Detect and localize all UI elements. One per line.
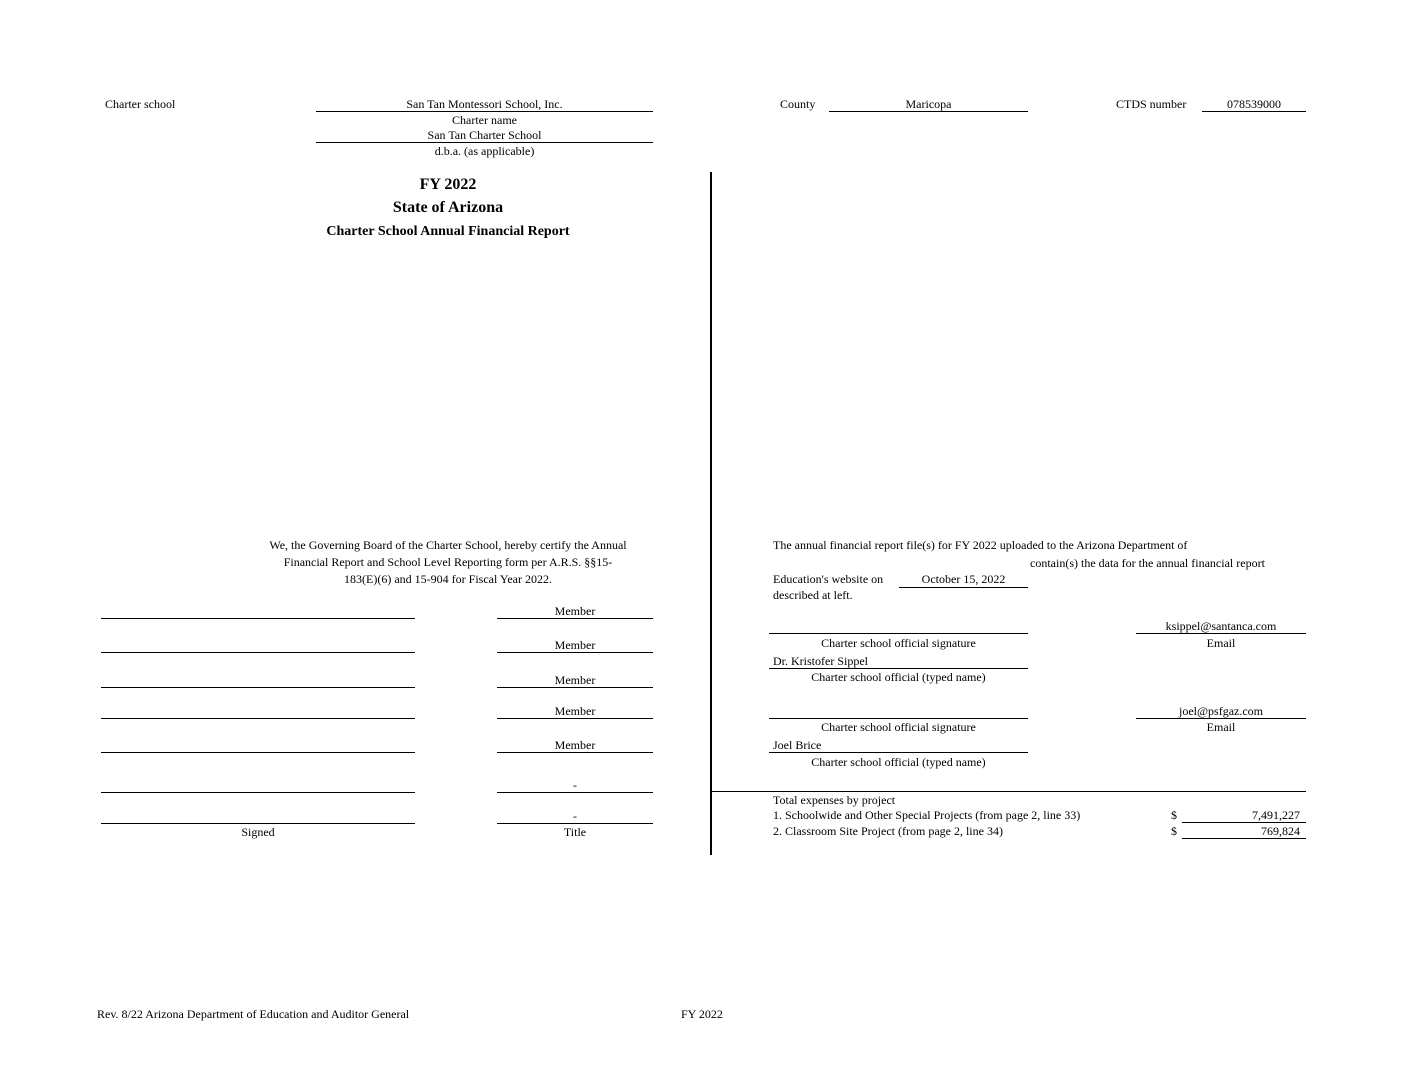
- board-signature-line: [101, 718, 415, 719]
- board-signature-line: [101, 687, 415, 688]
- official-email-line: [1136, 633, 1306, 634]
- currency-symbol: $: [1171, 808, 1177, 822]
- certification-line-3: 183(E)(6) and 15-904 for Fiscal Year 2022.: [344, 572, 552, 586]
- official-name-line: [769, 668, 1028, 669]
- upload-line-2: contain(s) the data for the annual financial report: [1030, 556, 1265, 570]
- board-signature-line: [101, 618, 415, 619]
- board-title-line: [497, 652, 653, 653]
- board-member-title: Member: [554, 704, 596, 718]
- footer-fiscal-year: FY 2022: [681, 1007, 723, 1021]
- county-underline: [829, 111, 1028, 112]
- board-title-line: [497, 618, 653, 619]
- official-email-value: joel@psfgaz.com: [1178, 704, 1264, 718]
- official-name-line: [769, 752, 1028, 753]
- totals-row-amount: 7,491,227: [1252, 808, 1300, 822]
- board-title-line: [497, 687, 653, 688]
- board-title-line: [497, 792, 653, 793]
- ctds-label: CTDS number: [1116, 97, 1187, 111]
- ctds-value: 078539000: [1227, 97, 1281, 111]
- county-label: County: [780, 97, 816, 111]
- board-member-title: -: [573, 809, 577, 823]
- charter-name-caption: Charter name: [452, 113, 517, 127]
- dba-value: San Tan Charter School: [427, 128, 542, 142]
- official-name-caption: Charter school official (typed name): [811, 755, 986, 769]
- board-title-line: [497, 752, 653, 753]
- county-value: Maricopa: [905, 97, 952, 111]
- upload-date: October 15, 2022: [921, 572, 1006, 586]
- board-title-line: [497, 823, 653, 824]
- official-typed-name: Joel Brice: [773, 738, 822, 752]
- charter-school-label: Charter school: [105, 97, 176, 111]
- report-main-title: Charter School Annual Financial Report: [326, 224, 570, 239]
- official-signature-caption: Charter school official signature: [821, 720, 976, 734]
- board-title-line: [497, 718, 653, 719]
- signed-caption: Signed: [241, 825, 275, 839]
- official-signature-line: [769, 633, 1028, 634]
- board-member-title: Member: [554, 604, 596, 618]
- upload-line-1: The annual financial report file(s) for FY 2022 uploaded to the Arizona Department of: [773, 538, 1188, 552]
- board-signature-line: [101, 823, 415, 824]
- report-state-title: State of Arizona: [392, 199, 504, 216]
- upload-date-underline: [899, 587, 1028, 588]
- totals-row-label: 2. Classroom Site Project (from page 2, line 34): [773, 824, 1003, 838]
- official-email-value: ksippel@santanca.com: [1165, 619, 1277, 633]
- official-typed-name: Dr. Kristofer Sippel: [773, 654, 868, 668]
- totals-row-label: 1. Schoolwide and Other Special Projects (from page 2, line 33): [773, 808, 1081, 822]
- currency-symbol: $: [1171, 824, 1177, 838]
- official-signature-caption: Charter school official signature: [821, 636, 976, 650]
- board-member-title: Member: [554, 673, 596, 687]
- official-name-caption: Charter school official (typed name): [811, 670, 986, 684]
- certification-line-2: Financial Report and School Level Reporting form per A.R.S. §§15-: [283, 555, 613, 569]
- charter-name-underline: [316, 111, 653, 112]
- official-email-caption: Email: [1206, 636, 1236, 650]
- totals-amount-underline: [1182, 822, 1306, 823]
- board-signature-line: [101, 792, 415, 793]
- totals-amount-underline: [1182, 838, 1306, 839]
- board-signature-line: [101, 652, 415, 653]
- charter-name-value: San Tan Montessori School, Inc.: [406, 97, 563, 111]
- report-fy-title: FY 2022: [419, 176, 477, 193]
- official-signature-line: [769, 718, 1028, 719]
- upload-line-3: Education's website on: [773, 572, 884, 586]
- upload-line-4: described at left.: [773, 588, 853, 602]
- board-signature-line: [101, 752, 415, 753]
- column-divider: [710, 172, 712, 855]
- official-email-line: [1136, 718, 1306, 719]
- board-member-title: -: [573, 778, 577, 792]
- official-email-caption: Email: [1206, 720, 1236, 734]
- dba-caption: d.b.a. (as applicable): [434, 144, 535, 158]
- footer-revision: Rev. 8/22 Arizona Department of Education and Auditor General: [97, 1007, 410, 1021]
- board-member-title: Member: [554, 638, 596, 652]
- totals-row-amount: 769,824: [1261, 824, 1300, 838]
- certification-line-1: We, the Governing Board of the Charter School, hereby certify the Annual: [269, 538, 627, 552]
- board-member-title: Member: [554, 738, 596, 752]
- totals-top-rule: [710, 791, 1306, 792]
- title-caption: Title: [563, 825, 587, 839]
- totals-heading: Total expenses by project: [773, 793, 896, 807]
- dba-underline: [316, 142, 653, 143]
- ctds-underline: [1202, 111, 1306, 112]
